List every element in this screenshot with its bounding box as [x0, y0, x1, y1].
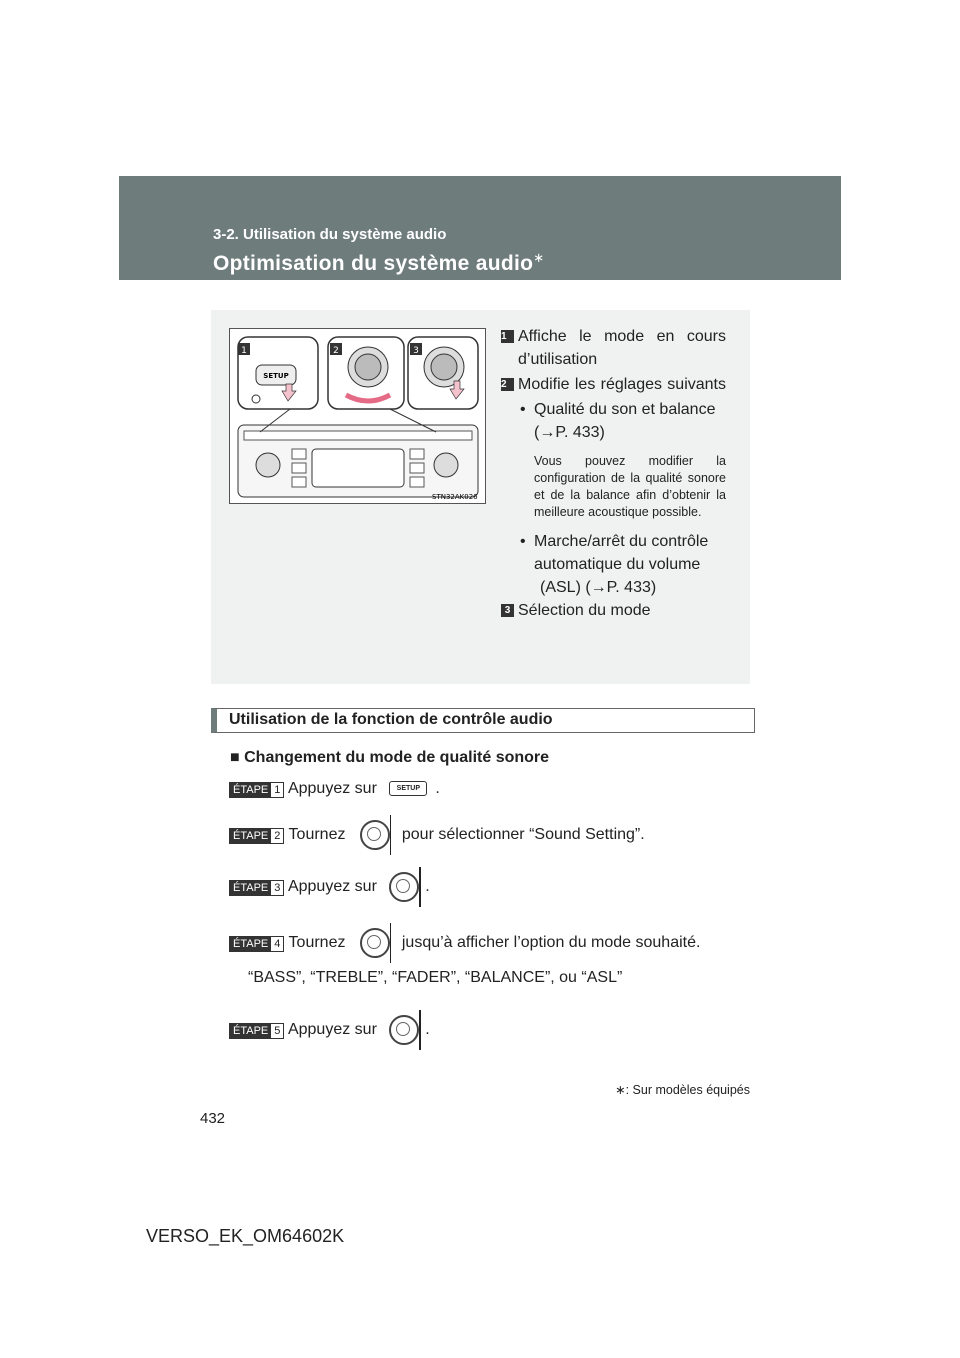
- legend: [501, 325, 726, 622]
- bullet-dot: •: [520, 401, 526, 418]
- step-badge: ÉTAPE 2: [229, 828, 284, 844]
- divider-line: [390, 815, 392, 855]
- subsection-heading: Utilisation de la fonction de contrôle audio: [229, 711, 553, 728]
- audio-unit-illustration: [229, 328, 486, 504]
- title-asterisk: ∗: [533, 250, 545, 265]
- legend-note: Vous pouvez modifier la configuration de la qualité sonore et de la balance afin d’obtenir la meilleure acoustique possible.: [534, 454, 726, 519]
- subsection-heading-box: [211, 708, 755, 733]
- procedure-subheading: ■ Changement du mode de qualité sonore: [230, 749, 550, 766]
- legend-item-1: 1 Affiche le mode en cours d’utilisation: [501, 328, 726, 368]
- setup-button-icon: SETUP: [389, 781, 427, 796]
- knob-push-icon: [389, 872, 419, 902]
- bullet-dot: •: [520, 533, 526, 550]
- knob-push-icon: [389, 1015, 419, 1045]
- step-4: ÉTAPE 4 Tournez jusqu’à afficher l’option du mode souhaité.: [229, 923, 700, 963]
- document-code: VERSO_EK_OM64602K: [146, 1226, 345, 1246]
- callout-3: 3: [413, 346, 419, 356]
- step-3: ÉTAPE 3 Appuyez sur .: [229, 867, 430, 907]
- badge-2: 2: [501, 378, 514, 391]
- divider-line: [390, 923, 392, 963]
- tune-knob-icon: [360, 928, 390, 958]
- step-badge: ÉTAPE 1: [229, 782, 284, 798]
- page-title: [213, 250, 544, 276]
- legend-item-3: 3 Sélection du mode: [501, 599, 726, 622]
- step-badge: ÉTAPE 3: [229, 880, 284, 896]
- options-line: “BASS”, “TREBLE”, “FADER”, “BALANCE”, ou “ASL”: [248, 969, 623, 986]
- legend-bullet-1: • Qualité du son et balance (→P. 433): [501, 398, 726, 444]
- divider-line: [419, 1010, 421, 1050]
- step-5: ÉTAPE 5 Appuyez sur .: [229, 1010, 430, 1050]
- divider-line: [419, 867, 421, 907]
- step-1: ÉTAPE 1 Appuyez sur SETUP .: [229, 780, 440, 798]
- audio-unit-drawing: [230, 329, 485, 503]
- step-2: ÉTAPE 2 Tournez pour sélectionner “Sound Setting”.: [229, 815, 645, 855]
- badge-1: 1: [501, 330, 514, 343]
- section-label: 3-2. Utilisation du système audio: [213, 226, 447, 243]
- page-title-text: Optimisation du système audio: [213, 252, 534, 275]
- callout-1: 1: [241, 346, 247, 356]
- page-number: 432: [200, 1110, 226, 1127]
- step-badge: ÉTAPE 5: [229, 1023, 284, 1039]
- callout-2: 2: [333, 346, 339, 356]
- footnote: ∗: Sur modèles équipés: [615, 1083, 750, 1097]
- figure-code: STN32AK026: [432, 493, 478, 501]
- tune-knob-icon: [360, 820, 390, 850]
- legend-item-2: 2 Modifie les réglages suivants: [501, 376, 726, 393]
- legend-bullet-2: • Marche/arrêt du contrôle automatique du volume (ASL) (→P. 433): [501, 530, 726, 599]
- step-badge: ÉTAPE 4: [229, 936, 284, 952]
- badge-3: 3: [501, 604, 514, 617]
- setup-key-label: SETUP: [263, 372, 289, 380]
